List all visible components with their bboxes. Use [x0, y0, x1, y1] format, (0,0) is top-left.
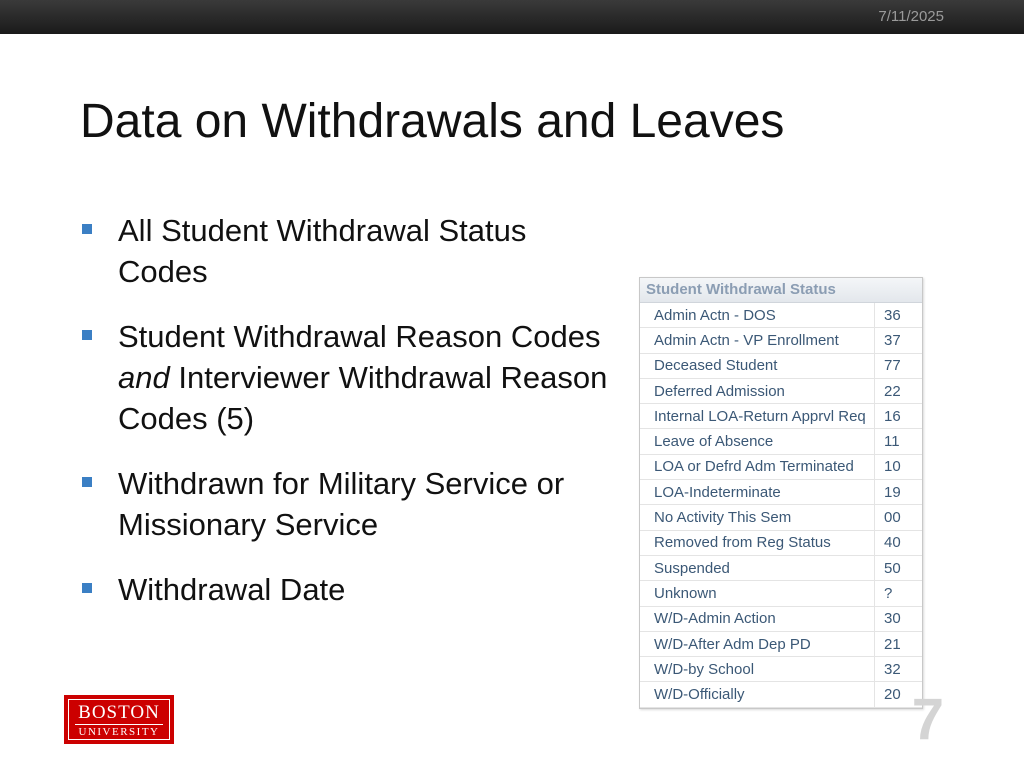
- status-code: 30: [875, 606, 923, 631]
- bullet-text-part: Student Withdrawal Reason Codes: [118, 319, 601, 354]
- status-label: W/D-Admin Action: [640, 606, 875, 631]
- bullet-emphasis: and: [118, 360, 170, 395]
- status-code: 50: [875, 555, 923, 580]
- table-row: [640, 454, 922, 479]
- status-label: Internal LOA-Return Apprvl Req: [640, 404, 875, 429]
- status-code: 10: [875, 454, 923, 479]
- status-label: Admin Actn - DOS: [640, 303, 875, 328]
- bullet-text: Withdrawal Date: [118, 572, 346, 607]
- table-row: [640, 505, 922, 530]
- table-row: [640, 480, 922, 505]
- logo-frame: [68, 699, 170, 740]
- bullet-list: [80, 210, 620, 634]
- status-label: Deferred Admission: [640, 378, 875, 403]
- table-row: [640, 353, 922, 378]
- square-bullet-icon: [82, 224, 92, 234]
- status-code: 00: [875, 505, 923, 530]
- square-bullet-icon: [82, 477, 92, 487]
- table-row: [640, 429, 922, 454]
- bullet-text-part: Interviewer Withdrawal Reason Codes (5): [118, 360, 608, 436]
- status-code: ?: [875, 581, 923, 606]
- slide-date: 7/11/2025: [878, 8, 944, 25]
- bullet-item: [80, 210, 620, 292]
- status-code: 77: [875, 353, 923, 378]
- page-number: 7: [911, 687, 944, 752]
- status-label: LOA-Indeterminate: [640, 480, 875, 505]
- logo-line-university: UNIVERSITY: [75, 724, 163, 739]
- status-label: Removed from Reg Status: [640, 530, 875, 555]
- bullet-item: [80, 569, 620, 610]
- status-label: W/D-by School: [640, 657, 875, 682]
- top-bar: [0, 0, 1024, 34]
- status-code: 11: [875, 429, 923, 454]
- bullet-text: [118, 319, 607, 436]
- status-label: Unknown: [640, 581, 875, 606]
- status-code: 19: [875, 480, 923, 505]
- status-code: 16: [875, 404, 923, 429]
- table-row: [640, 657, 922, 682]
- status-code-table: [640, 303, 922, 708]
- table-row: [640, 606, 922, 631]
- bullet-item: [80, 316, 620, 439]
- status-label: W/D-Officially: [640, 682, 875, 707]
- square-bullet-icon: [82, 583, 92, 593]
- table-row: [640, 530, 922, 555]
- table-header: Student Withdrawal Status: [640, 278, 922, 303]
- status-code: 36: [875, 303, 923, 328]
- boston-university-logo: [64, 695, 174, 744]
- table-row: [640, 682, 922, 707]
- table-row: [640, 555, 922, 580]
- bullet-text: All Student Withdrawal Status Codes: [118, 213, 527, 289]
- status-code: 21: [875, 631, 923, 656]
- slide-title: Data on Withdrawals and Leaves: [80, 95, 785, 148]
- bullet-item: [80, 463, 620, 545]
- withdrawal-status-table: [639, 277, 923, 709]
- square-bullet-icon: [82, 330, 92, 340]
- status-label: No Activity This Sem: [640, 505, 875, 530]
- table-row: [640, 404, 922, 429]
- table-row: [640, 328, 922, 353]
- status-code: 37: [875, 328, 923, 353]
- status-label: Admin Actn - VP Enrollment: [640, 328, 875, 353]
- status-label: Leave of Absence: [640, 429, 875, 454]
- bullet-text: Withdrawn for Military Service or Missionary Service: [118, 466, 565, 542]
- status-code: 32: [875, 657, 923, 682]
- status-label: Suspended: [640, 555, 875, 580]
- table-row: [640, 303, 922, 328]
- status-label: W/D-After Adm Dep PD: [640, 631, 875, 656]
- table-row: [640, 581, 922, 606]
- table-row: [640, 378, 922, 403]
- status-code: 22: [875, 378, 923, 403]
- status-label: LOA or Defrd Adm Terminated: [640, 454, 875, 479]
- table-row: [640, 631, 922, 656]
- status-code: 20: [875, 682, 923, 707]
- status-label: Deceased Student: [640, 353, 875, 378]
- status-code: 40: [875, 530, 923, 555]
- logo-line-boston: BOSTON: [78, 702, 160, 723]
